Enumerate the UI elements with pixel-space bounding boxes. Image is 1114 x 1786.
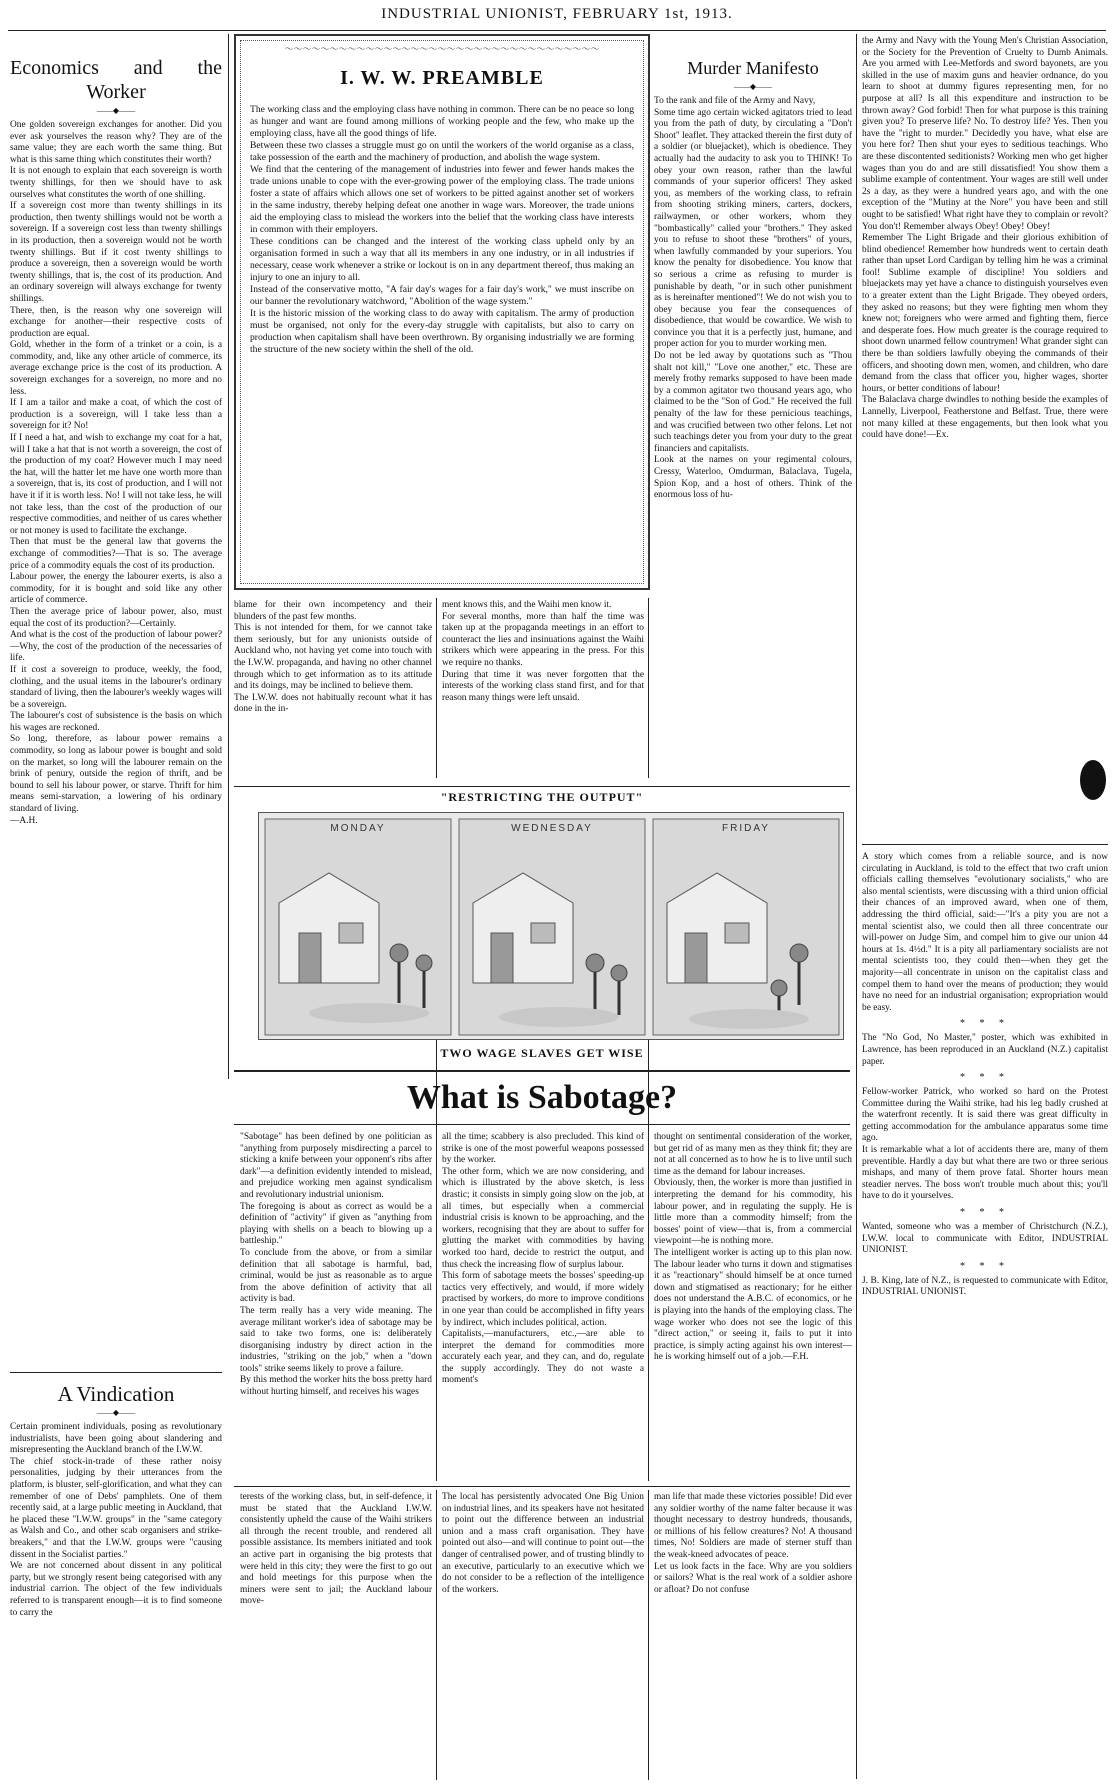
wanted-notice: Wanted, someone who was a member of Christchurch (N.Z.), I.W.W. local to communicate with Editor, INDUSTRIAL UNIONIST.	[862, 1222, 1108, 1256]
column-rule	[648, 1490, 649, 1780]
section-rule	[234, 1070, 850, 1072]
preamble-body: The working class and the employing class have nothing in common. There can be no peace so long as hunger and want are found among millions of working people and the few, who make up the employing class, have all the good things of life. Between these two classes a struggle must go on until the workers of the world organise as a class, take possession of the earth and the machinery of production, and abolish the wage system. We find that the centering of the management of industries into fewer and fewer hands makes the trade unions unable to cope with the ever-growing power of the employing class. The trade unions foster a state of affairs which allows one set of workers to be pitted against another set of workers in the same industry, thereby helping defeat one another in wage wars. Moreover, the trade unions aid the employing class to mislead the workers into the belief that the working class have interests in common with their employers. These conditions can be changed and the interest of the working class upheld only by an organisation formed in such a way that all its members in any one industry, or in all industries if necessary, cease work whenever a strike or lockout is on in any department thereof, thus making an injury to one an injury to all. Instead of the conservative motto, "A fair day's wages for a fair day's work," we must inscribe on our banner the revolutionary watchword, "Abolition of the wage system." It is the historic mission of the working class to do away with capitalism. The army of production must be organised, not only for the every-day struggle with capitalists, but also to carry on production when capitalism shall have been overthrown. By organising industrially we are forming the structure of the new society within the shell of the old.	[250, 104, 635, 355]
mental-scientist-note: A story which comes from a reliable source, and is now circulating in Auckland, is told to the effect that two craft union officials calling themselves "evolutionary socialists," who are also mental scientists, were discussing with a third union official their chances of an improved award, when one of them, addressing the third official, said:—"It's a pity you are not a mental scientist also, we could then all three concentrate our will-power on Judge Sim, and compel him to give our union 44 hours at 1s. 4½d." It is a pity all parliamentary socialists are not mental scientists too, they could then—when they get the majority—all concentrate in unison on the capitalist class and compel them to hand over the means of production; they would have no need for an industrial organisation; expropriation would be easy.	[862, 852, 1108, 1013]
column-rule	[436, 598, 437, 778]
wavy-border: 〜〜〜〜〜〜〜〜〜〜〜〜〜〜〜〜〜〜〜〜〜〜〜〜〜〜〜〜〜〜〜〜〜〜〜	[284, 44, 600, 54]
fellow-worker-patrick-note: Fellow-worker Patrick, who worked so hard on the Protest Committee during the Waihi strike, had his leg badly crushed at the waterfront recently. It is said there was great difficulty in getting accommodation for the ambulance apparatus some time ago. It is remarkable what a lot of accidents there are, many of them preventible. Hardly a day but what there are two or three serious mishaps, and many of them prove fatal. Shorter hours mean steadier nerves. The boss won't trouble much about this; you'll have to do it yourselves.	[862, 1087, 1108, 1202]
vindication-body: Certain prominent individuals, posing as revolutionary industrialists, have been going about slandering and misrepresenting the Auckland branch of the I.W.W. The chief stock-in-trade of these rather noisy personalities, judging by their utterances from the platform, is bluster, self-glorification, and what they can remember of one of Debs' pamphlets. One of them recently said, at a large public meeting in Auckland, that he placed these "I.W.W. groups" in the "same category as Walsh and Co., and other scab organisers and strike-breakers," and that the I.W.W. groups were "causing dissent in the Socialist parties." We are not concerned about dissent in any political party, but we strongly resent being categorised with any industrial carrion. The object of the few individuals referred to is transparent enough—it is to find someone to carry the	[10, 1422, 222, 1618]
vindication-article	[10, 1382, 222, 1782]
sabotage-column-2: all the time; scabbery is also precluded. This kind of strike is one of the most powerful weapons possessed by the worker. The other form, which we are now considering, and which is illustrated by the above sketch, is less drastic; it consists in simply going slow on the job, at all times, but especially when a commercial industrial crisis is known to be approaching, and the workers, recognising that they are about to suffer for glutting the market with commodities by having worked too hard, decide to restrict the output, and thus check the increasing flow of surplus labour. This form of sabotage meets the bosses' speeding-up tactics very effectively, and would, if more widely practised by workers, do more to improve conditions in one year than could be accomplished in fifty years by indirect, which includes political, action. Capitalists,—manufacturers, etc.,—are able to interpret the demand for commodities more accurately each year, and they can, and do, regulate the supply accordingly. They do not waste a moment's	[442, 1132, 644, 1386]
column-rule	[436, 1490, 437, 1780]
masthead: INDUSTRIAL UNIONIST, FEBRUARY 1st, 1913.	[381, 6, 733, 22]
preamble-box	[234, 34, 650, 590]
cartoon-panel-label: WEDNESDAY	[511, 823, 593, 834]
sabotage-title: What is Sabotage?	[406, 1079, 678, 1116]
cartoon-image	[258, 812, 844, 1040]
section-stars: * * *	[960, 1018, 1010, 1030]
economics-article	[10, 56, 222, 1086]
jb-king-notice: J. B. King, late of N.Z., is requested to communicate with Editor, INDUSTRIAL UNIONIST.	[862, 1275, 1108, 1298]
economics-body: One golden sovereign exchanges for another. Did you ever ask yourselves the reason why? They are of the same value; they are each worth the same thing. But what is this same thing which constitutes their worth? It is not enough to explain that each sovereign is worth twenty shillings, for then we should have to ask ourselves what constitutes the worth of one shilling. If a sovereign cost more than twenty shillings in its production, then twenty shillings would not be worth a sovereign. If a sovereign cost less than twenty shillings in its production, then a sovereign would not be worth twenty shillings. But if it cost twenty shillings to produce a sovereign, then a sovereign would be worth twenty shillings, that is, the cost of its production. And an ordinary sovereign will always exchange for twenty shillings. There, then, is the reason why one sovereign will exchange for another—their respective costs of production are equal. Gold, whether in the form of a trinket or a coin, is a commodity, and, like any other article of commerce, its average exchange price is the cost of its production. A sovereign exchanges for a sovereign, no more and no less. If I am a tailor and make a coat, of which the cost of production is a sovereign, will I take less than a sovereign for it? No! If I need a hat, and wish to exchange my coat for a hat, will I take a hat that is not worth a sovereign, the cost of the production of my coat? However much I may need the hat, will the hatter let me have one worth more than a sovereign, that is, its cost of production, and I will not have it if it is worth less. No! I will not take less, he will not take less, than the cost of the production of our respective commodities, and neither of us cares whether or not money is used to facilitate the exchange. Then that must be the general law that governs the exchange of commodities?—That is so. The average price of a commodity equals the cost of its production. Labour power, the energy the labourer exerts, is also a commodity, for it is bought and sold like any other article of commerce. Then the average price of labour power, also, must equal the cost of its production?—Certainly. And what is the cost of the production of labour power?—Why, the cost of the production of the necessaries of life. If it cost a sovereign to produce, weekly, the food, clothing, and the usual items in the labourer's ordinary standard of living, then the labourer's weekly wages will be a sovereign. The labourer's cost of subsistence is the basis on which his wages are reckoned. So long, therefore, as labour power remains a commodity, so long as labour power is bought and sold on the market, so long will the labourer remain on the brink of penury, outside the region of thrift, and be bound to sell his labour power, or starve. Thrift for him means semi-starvation, a lowering of his ordinary standard of living. —A.H.	[10, 120, 222, 826]
vindication-continued-4: The local has persistently advocated One Big Union on industrial lines, and its speakers have not hesitated to point out the difference between an industrial union and a mass craft organisation. They have pointed out also—and will continue to point out—the danger of centralised power, and of trusting blindly to an executive, particularly to an executive which we do not consider to be a reflection of the intelligence of the workers.	[442, 1492, 644, 1595]
murder-manifesto-continued: the Army and Navy with the Young Men's Christian Association, or the Society for the Prevention of Cruelty to Dumb Animals. Are you armed with Lee-Metfords and sword bayonets, are you skilled in the use of maxim guns and heavier ordnance, do you learn to shoot at dummy figures representing men, for no purpose at all? Is all this expenditure and instruction to be thrown away? God forbid! Then for what purpose is this training given you? To preserve life? No. To destroy life? Yes. Then you have the "right to murder." Decidedly you have, what else are you here for? Then shut your eyes to seditious teachings. Who are these discontented seditionists? Working men who get higher wages than you do and are still dissatisfied! You show them a sublime example of contentment. Your wages are still well under 2s a day, as they were a hundred years ago, and with the one exception of the "Mutiny at the Nore" you have been and still ought to be satisfied! What right have they to complain or revolt? You don't! Remember always Obey! Obey! Obey! Remember The Light Brigade and their glorious exhibition of blind obedience! Remember how hundreds went to certain death rather than upset Lord Cardigan by telling him he was a criminal fool! Sublime example of discipline! You soldiers and bluejackets may yet have a chance to distinguish yourselves even to a greater extent than the Light Brigade. They obeyed orders, they asked no reasons; but they were fighting men whom they knew not; foreigners who were armed and fighting them, fierce and desperate foes. How much greater is the courage required to shoot down unarmed fellow countrymen! What grander sight can there be than soldiers lawfully obeying the commands of their officers, and shooting down men, women, and children, who dare demand from the class that officer you, higher wages, shorter hours, or better conditions of labour! The Balaclava charge dwindles to nothing beside the examples of Lannelly, Liverpool, Featherstone and Belfast. True, there were not many killed at these engagements, but then look what you could have done!—Ex.	[862, 36, 1108, 441]
section-rule	[10, 1372, 222, 1373]
section-rule	[234, 1124, 850, 1125]
column-rule	[856, 34, 857, 1779]
preamble-title: I. W. W. PREAMBLE	[340, 67, 544, 89]
column-rule	[228, 34, 229, 1079]
section-rule	[234, 786, 850, 787]
cartoon-drawing	[259, 813, 844, 1040]
cartoon-panel-label: MONDAY	[330, 823, 386, 834]
murder-manifesto-body: To the rank and file of the Army and Navy, Some time ago certain wicked agitators tried to lead you from the path of duty, by circulating a "Don't Shoot" leaflet. They attacked therein the first duty of a soldier (or bluejacket), which is obedience. They actually had the audacity to ask you to THINK! To obey your own reason, rather than the lawful commands of your superior officers! They asked you, as members of the working class, to refrain from shooting striking miners, carters, dockers, railwaymen, or other workers, whom they "bombastically" called your "brothers." They asked you to refuse to shoot these "brothers" of yours, when lawfully commanded by your superiors. You know the penalty for disobedience. You know that so serious a crime as refusing to murder is punishable by death, "or in such other punishment as is hereinafter mentioned"! We do not wish you to obey because you fear the consequences of disobedience, that would be cowardice. We wish to convince you that it is a perfectly just, humane, and proper action for you to murder working men. Do not be led away by quotations such as "Thou shalt not kill," "Love one another," etc. These are merely frothy remarks supposed to have been made by a common agitator two thousand years ago, who claimed to be the "Son of God." He received the full penalty of the law for these pernicious teachings, and was crucified between two other felons. Let not such teachings deter you from your duty to the great financiers and capitalists. Look at the names on your regimental colours, Cressy, Waterloo, Omdurman, Balaclava, Tugela, Spion Kop, and a host of others. Think of the enormous loss of hu-	[654, 96, 852, 501]
cartoon-caption: TWO WAGE SLAVES GET WISE	[440, 1046, 644, 1060]
column-rule	[648, 598, 649, 778]
masthead-rule	[8, 30, 1106, 31]
ornament-divider: ——◆——	[96, 1408, 136, 1417]
vindication-continued-1: blame for their own incompetency and their blunders of the past few months. This is not intended for them, for we cannot take them seriously, but for any unionists outside of Auckland who, not having yet come into touch with the I.W.W. propaganda, and having no other channel through which to get information as to its attitude and its doings, may be inclined to believe them. The I.W.W. does not habitually recount what it has done in the in-	[234, 600, 432, 715]
vindication-continued-3: terests of the working class, but, in self-defence, it must be stated that the Auckland I.W.W. consistently upheld the cause of the Waihi strikers all through the recent trouble, and rendered all possible assistance. Its members initiated and took an active part in organising the big protests that were held in this city; they were the first to go out and hold meetings for this purpose when the miners were sent to jail; the Auckland labour move-	[240, 1492, 432, 1607]
economics-title: Economics and the Worker	[10, 57, 222, 103]
sabotage-column-1: "Sabotage" has been defined by one politician as "anything from purposely misdirecting a parcel to sticking a knife between your opponent's ribs after dark"—a definition evidently intended to mislead, and prejudice working men against syndicalism and revolutionary industrial unionism. The foregoing is about as correct as would be a definition of "activity" if given as "anything from playing with shells on a beach to blowing up a battleship." To conclude from the above, or from a similar definition that all sabotage is harmful, bad, criminal, would be just as reasonable as to argue from the above definition of activity that all activity is bad. The term really has a very wide meaning. The average militant worker's idea of sabotage may be said to take two forms, one is: deliberately disorganising industry by direct action in the industries, "striking on the job," when a "down tools" strike seems likely to prove a failure. By this method the worker hits the boss pretty hard without hurting himself, and receives his wages	[240, 1132, 432, 1398]
cartoon-title: "RESTRICTING THE OUTPUT"	[440, 790, 644, 804]
section-rule	[234, 1486, 850, 1487]
cartoon-panel-label: FRIDAY	[722, 823, 770, 834]
vindication-continued-2: ment knows this, and the Waihi men know it. For several months, more than half the time was taken up at the propaganda meetings in an effort to counteract the lies and insinuations against the Waihi strikers which were appearing in the press. For this we require no thanks. During that time it was never forgotten that the interests of the working class stand first, and for that reason many things were left unsaid.	[442, 600, 644, 703]
right-column-notes	[862, 852, 1108, 1782]
ink-blot	[1080, 760, 1106, 800]
murder-manifesto-title: Murder Manifesto	[687, 58, 819, 78]
section-stars: * * *	[960, 1072, 1010, 1084]
ornament-divider: ——◆——	[96, 106, 136, 115]
section-rule	[862, 844, 1108, 845]
murder-manifesto-article	[654, 56, 852, 786]
vindication-title: A Vindication	[57, 1382, 175, 1406]
no-god-no-master-note: The "No God, No Master," poster, which was exhibited in Lawrence, has been reproduced in an Auckland (N.Z.) capitalist paper.	[862, 1033, 1108, 1067]
ornament-divider: ——◆——	[733, 82, 773, 91]
murder-manifesto-continued-2: man life that made these victories possible! Did ever any soldier worthy of the name falter because it was thought necessary to destroy hundreds, thousands, or millions of his fellow creatures? No! A thousand times, No! Soldiers are made of sterner stuff than the weak-kneed advocates of peace. Let us look facts in the face. Why are you soldiers or sailors? What is the real work of a soldier ashore or afloat? Do not confuse	[654, 1492, 852, 1595]
section-stars: * * *	[960, 1260, 1010, 1272]
section-stars: * * *	[960, 1207, 1010, 1219]
sabotage-column-3: thought on sentimental consideration of the worker, but get rid of as many men as they think fit; they are not at all concerned as to how he is to live until such time as the demand for labour increases. Obviously, then, the worker is more than justified in interpreting the demand for his commodity, his labour power, and in regulating the supply. He is little more than a commodity himself; from the bosses' point of view—that is, from a commercial viewpoint—he is nothing more. The intelligent worker is acting up to this plan now. The labour leader who turns it down and stigmatises it as "reactionary" should himself be at once turned down and stigmatised as reactionary; for he either does not understand the A.B.C. of economics, or he is playing into the hands of the employing class. The wage worker who does not see the logic of this "direct action," or seeing it, fails to put it into practice, is simply acting against his own interest—he is working himself out of a job.—F.H.	[654, 1132, 852, 1363]
